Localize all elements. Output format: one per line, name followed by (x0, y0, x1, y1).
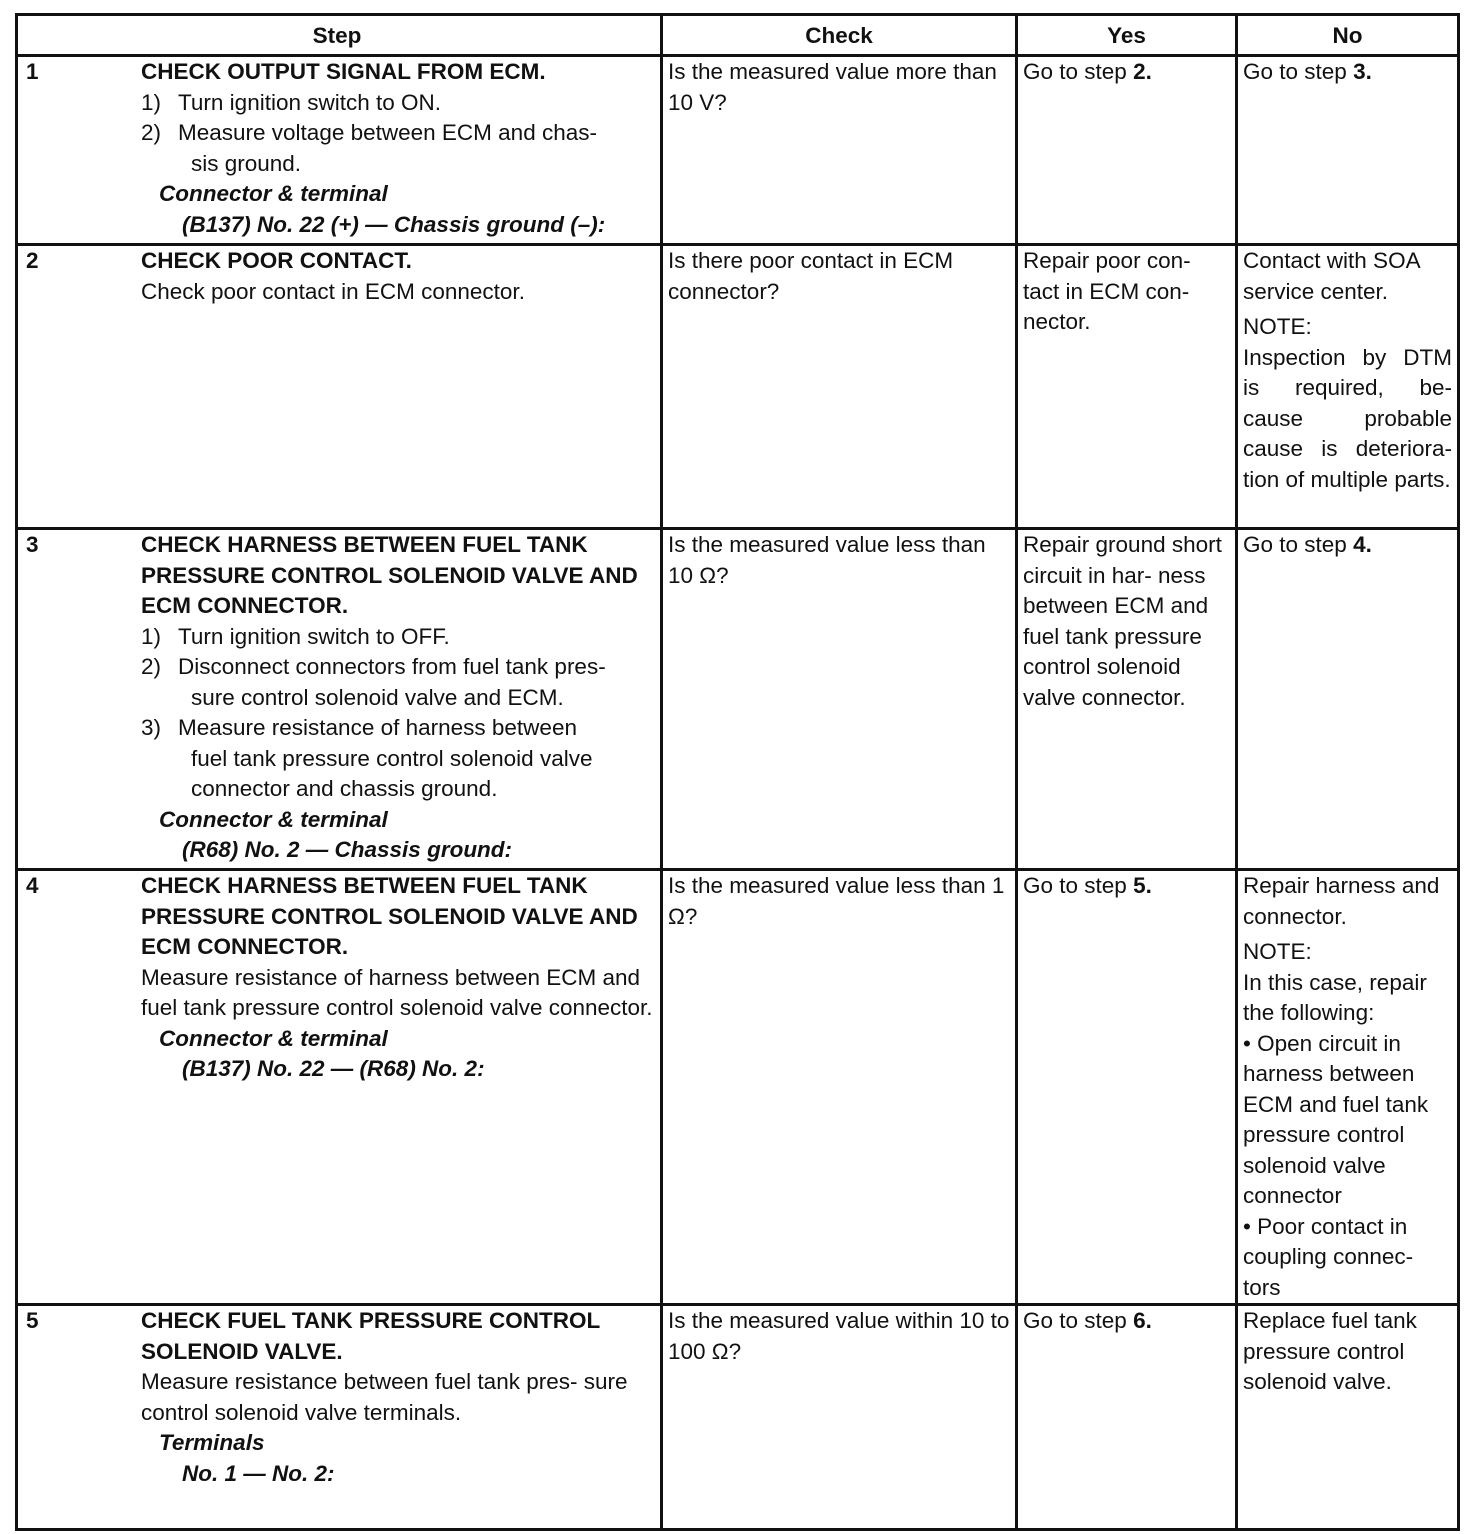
step-text: Measure resistance of harness between ECM and fuel tank pressure control solenoid valve connector. (141, 964, 653, 1020)
check-cell: Is the measured value less than 1 Ω? (662, 870, 1017, 1305)
instruction-text: Measure resistance of harness between (178, 715, 577, 740)
no-cell (1237, 870, 1459, 1305)
table-row (17, 245, 1459, 529)
step-title: CHECK HARNESS BETWEEN FUEL TANK PRESSURE CONTROL SOLENOID VALVE AND ECM CONNECTOR. (141, 532, 638, 618)
step-reference: 6. (1133, 1308, 1152, 1333)
step-cell (17, 56, 662, 245)
yes-text: Go to step (1023, 1308, 1134, 1333)
instruction-text: sis ground. (191, 150, 302, 176)
connector-value: (B137) No. 22 — (R68) No. 2: (182, 1056, 485, 1081)
no-cell (1237, 56, 1459, 245)
step-instruction (141, 652, 655, 713)
note-bullet: • Poor contact in coupling connec- tors (1243, 1213, 1414, 1300)
step-number: 1 (26, 59, 39, 84)
instruction-number: 1) (141, 89, 162, 115)
step-number: 2 (26, 248, 39, 273)
instruction-text: Turn ignition switch to ON. (178, 89, 442, 115)
instruction-text: Turn ignition switch to OFF. (178, 623, 450, 649)
step-title: CHECK FUEL TANK PRESSURE CONTROL SOLENOID VALVE. (141, 1308, 600, 1364)
connector-label: Connector & terminal (159, 1025, 388, 1051)
no-cell (1237, 529, 1459, 870)
no-cell: Replace fuel tank pressure control solenoid valve. (1237, 1305, 1459, 1530)
step-instruction (141, 622, 655, 653)
header-row (17, 15, 1459, 56)
table-row (17, 870, 1459, 1305)
step-reference: 4. (1353, 532, 1372, 557)
check-cell: Is the measured value less than 10 Ω? (662, 529, 1017, 870)
connector-label: Connector & terminal (159, 806, 388, 832)
connector-value: (B137) No. 22 (+) — Chassis ground (–): (182, 211, 606, 237)
step-text: Measure resistance between fuel tank pres- sure control solenoid valve terminals. (141, 1369, 628, 1425)
header-yes: Yes (1017, 15, 1237, 56)
instruction-text: sure control solenoid valve and ECM. (191, 684, 564, 710)
connector-value: No. 1 — No. 2: (182, 1460, 335, 1486)
instruction-number: 1) (141, 623, 162, 649)
step-number: 4 (26, 873, 39, 898)
check-cell: Is there poor contact in ECM connector? (662, 245, 1017, 529)
instruction-text: Disconnect connectors from fuel tank pres- (178, 654, 606, 679)
step-title: CHECK HARNESS BETWEEN FUEL TANK PRESSURE CONTROL SOLENOID VALVE AND ECM CONNECTOR. (141, 873, 638, 959)
note-label: NOTE: (1243, 939, 1312, 964)
table-row (17, 56, 1459, 245)
instruction-number: 2) (141, 120, 162, 145)
step-number: 5 (26, 1308, 39, 1333)
header-check: Check (662, 15, 1017, 56)
instruction-text: connector and chassis ground. (191, 776, 498, 801)
step-instruction (141, 118, 655, 179)
no-text: Go to step (1243, 532, 1354, 557)
instruction-number: 2) (141, 654, 162, 679)
step-title: CHECK OUTPUT SIGNAL FROM ECM. (141, 59, 546, 84)
check-cell: Is the measured value within 10 to 100 Ω? (662, 1305, 1017, 1530)
step-instruction (141, 88, 655, 119)
step-title: CHECK POOR CONTACT. (141, 248, 412, 273)
note-text: In this case, repair the following: (1243, 969, 1427, 1025)
instruction-text: fuel tank pressure control solenoid valve (191, 745, 593, 771)
diagnostic-table (15, 13, 1460, 1531)
connector-value: (R68) No. 2 — Chassis ground: (182, 837, 513, 862)
no-text: Repair harness and connector. (1243, 873, 1440, 929)
no-cell (1237, 245, 1459, 529)
step-cell (17, 1305, 662, 1530)
note-label: NOTE: (1243, 314, 1312, 339)
no-text: Go to step (1243, 59, 1354, 84)
step-cell (17, 529, 662, 870)
step-reference: 2. (1133, 59, 1152, 84)
step-number: 3 (26, 532, 39, 557)
connector-label: Connector & terminal (159, 181, 388, 206)
step-reference: 3. (1353, 59, 1372, 84)
check-cell: Is the measured value more than 10 V? (662, 56, 1017, 245)
header-no: No (1237, 15, 1459, 56)
yes-text: Go to step (1023, 873, 1134, 898)
table-row (17, 529, 1459, 870)
yes-cell: Repair ground short circuit in har- ness between ECM and fuel tank pressure control solenoid valve connector. (1017, 529, 1237, 870)
yes-cell: Repair poor con- tact in ECM con- nector. (1017, 245, 1237, 529)
step-cell (17, 245, 662, 529)
yes-cell (1017, 870, 1237, 1305)
step-instruction (141, 713, 655, 805)
header-step: Step (17, 15, 662, 56)
no-text: Contact with SOA service center. (1243, 248, 1420, 304)
yes-cell (1017, 1305, 1237, 1530)
instruction-text: Measure voltage between ECM and chas- (178, 120, 597, 145)
yes-text: Go to step (1023, 59, 1134, 84)
instruction-number: 3) (141, 715, 162, 740)
note-text: Inspection by DTM is required, be- cause probable cause is deteriora- tion of multiple parts. (1243, 344, 1452, 492)
step-text: Check poor contact in ECM connector. (141, 278, 525, 304)
yes-cell (1017, 56, 1237, 245)
connector-label: Terminals (159, 1430, 265, 1455)
note-bullet: • Open circuit in harness between ECM and fuel tank pressure control solenoid valve connector (1243, 1030, 1429, 1208)
table-row (17, 1305, 1459, 1530)
step-cell (17, 870, 662, 1305)
step-reference: 5. (1133, 873, 1152, 898)
